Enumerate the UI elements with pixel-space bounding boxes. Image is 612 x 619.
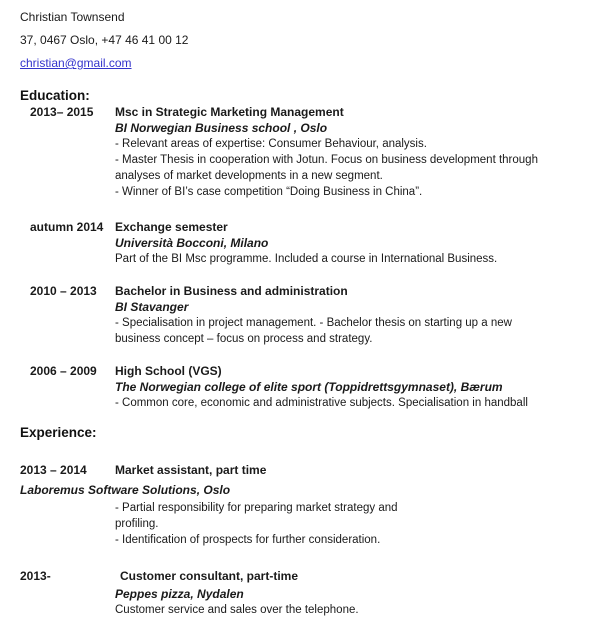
- entry-detail-line: profiling.: [115, 518, 159, 530]
- experience-entry: [20, 462, 602, 548]
- entry-institution: Laboremus Software Solutions, Oslo: [20, 483, 231, 497]
- education-entry: [20, 363, 602, 411]
- experience-entry: [20, 568, 602, 618]
- entry-detail-line: - Specialisation in project management. - Bachelor thesis on starting up a new: [115, 317, 512, 329]
- entry-detail-line: - Common core, economic and administrative subjects. Specialisation in handball: [115, 397, 528, 409]
- address-phone: 37, 0467 Oslo, +47 46 41 00 12: [20, 33, 189, 47]
- entry-date: 2013 – 2014: [20, 463, 87, 477]
- entry-institution: Peppes pizza, Nydalen: [115, 587, 244, 601]
- email-link[interactable]: christian@gmail.com: [20, 56, 132, 70]
- entry-institution: BI Norwegian Business school , Oslo: [115, 121, 328, 135]
- entry-title: Bachelor in Business and administration: [115, 284, 348, 298]
- contact-block: [20, 6, 602, 75]
- education-entry: [20, 283, 602, 347]
- education-entry: [20, 219, 602, 267]
- entry-institution: Università Bocconi, Milano: [115, 236, 269, 250]
- education-entry: [20, 104, 602, 200]
- experience-entries: [20, 462, 602, 618]
- entry-detail-line: - Winner of BI’s case competition “Doing Business in China”.: [115, 186, 423, 198]
- person-name: Christian Townsend: [20, 10, 125, 24]
- entry-detail-line: Part of the BI Msc programme. Included a course in International Business.: [115, 253, 498, 265]
- entry-detail-line: analyses of market developments in a new segment.: [115, 170, 383, 182]
- entry-institution: The Norwegian college of elite sport (Toppidrettsgymnaset), Bærum: [115, 380, 503, 394]
- education-entries: [20, 104, 602, 411]
- education-heading: Education:: [20, 88, 90, 103]
- entry-date: autumn 2014: [30, 220, 104, 234]
- entry-title: High School (VGS): [115, 364, 222, 378]
- entry-title: Customer consultant, part-time: [120, 569, 299, 583]
- entry-detail-line: Customer service and sales over the telephone.: [115, 604, 359, 616]
- entry-date: 2006 – 2009: [30, 364, 97, 378]
- entry-detail-line: - Partial responsibility for preparing market strategy and: [115, 502, 398, 514]
- experience-heading: Experience:: [20, 425, 97, 440]
- entry-date: 2013– 2015: [30, 105, 94, 119]
- entry-detail-line: - Identification of prospects for further consideration.: [115, 534, 381, 546]
- entry-detail-line: - Relevant areas of expertise: Consumer Behaviour, analysis.: [115, 138, 427, 150]
- entry-title: Exchange semester: [115, 220, 228, 234]
- entry-title: Msc in Strategic Marketing Management: [115, 105, 344, 119]
- entry-detail-line: business concept – focus on process and strategy.: [115, 333, 373, 345]
- entry-institution: BI Stavanger: [115, 300, 189, 314]
- entry-detail-line: - Master Thesis in cooperation with Jotun. Focus on business development through: [115, 154, 538, 166]
- entry-date: 2010 – 2013: [30, 284, 97, 298]
- entry-date: 2013-: [20, 569, 51, 583]
- entry-title: Market assistant, part time: [115, 463, 267, 477]
